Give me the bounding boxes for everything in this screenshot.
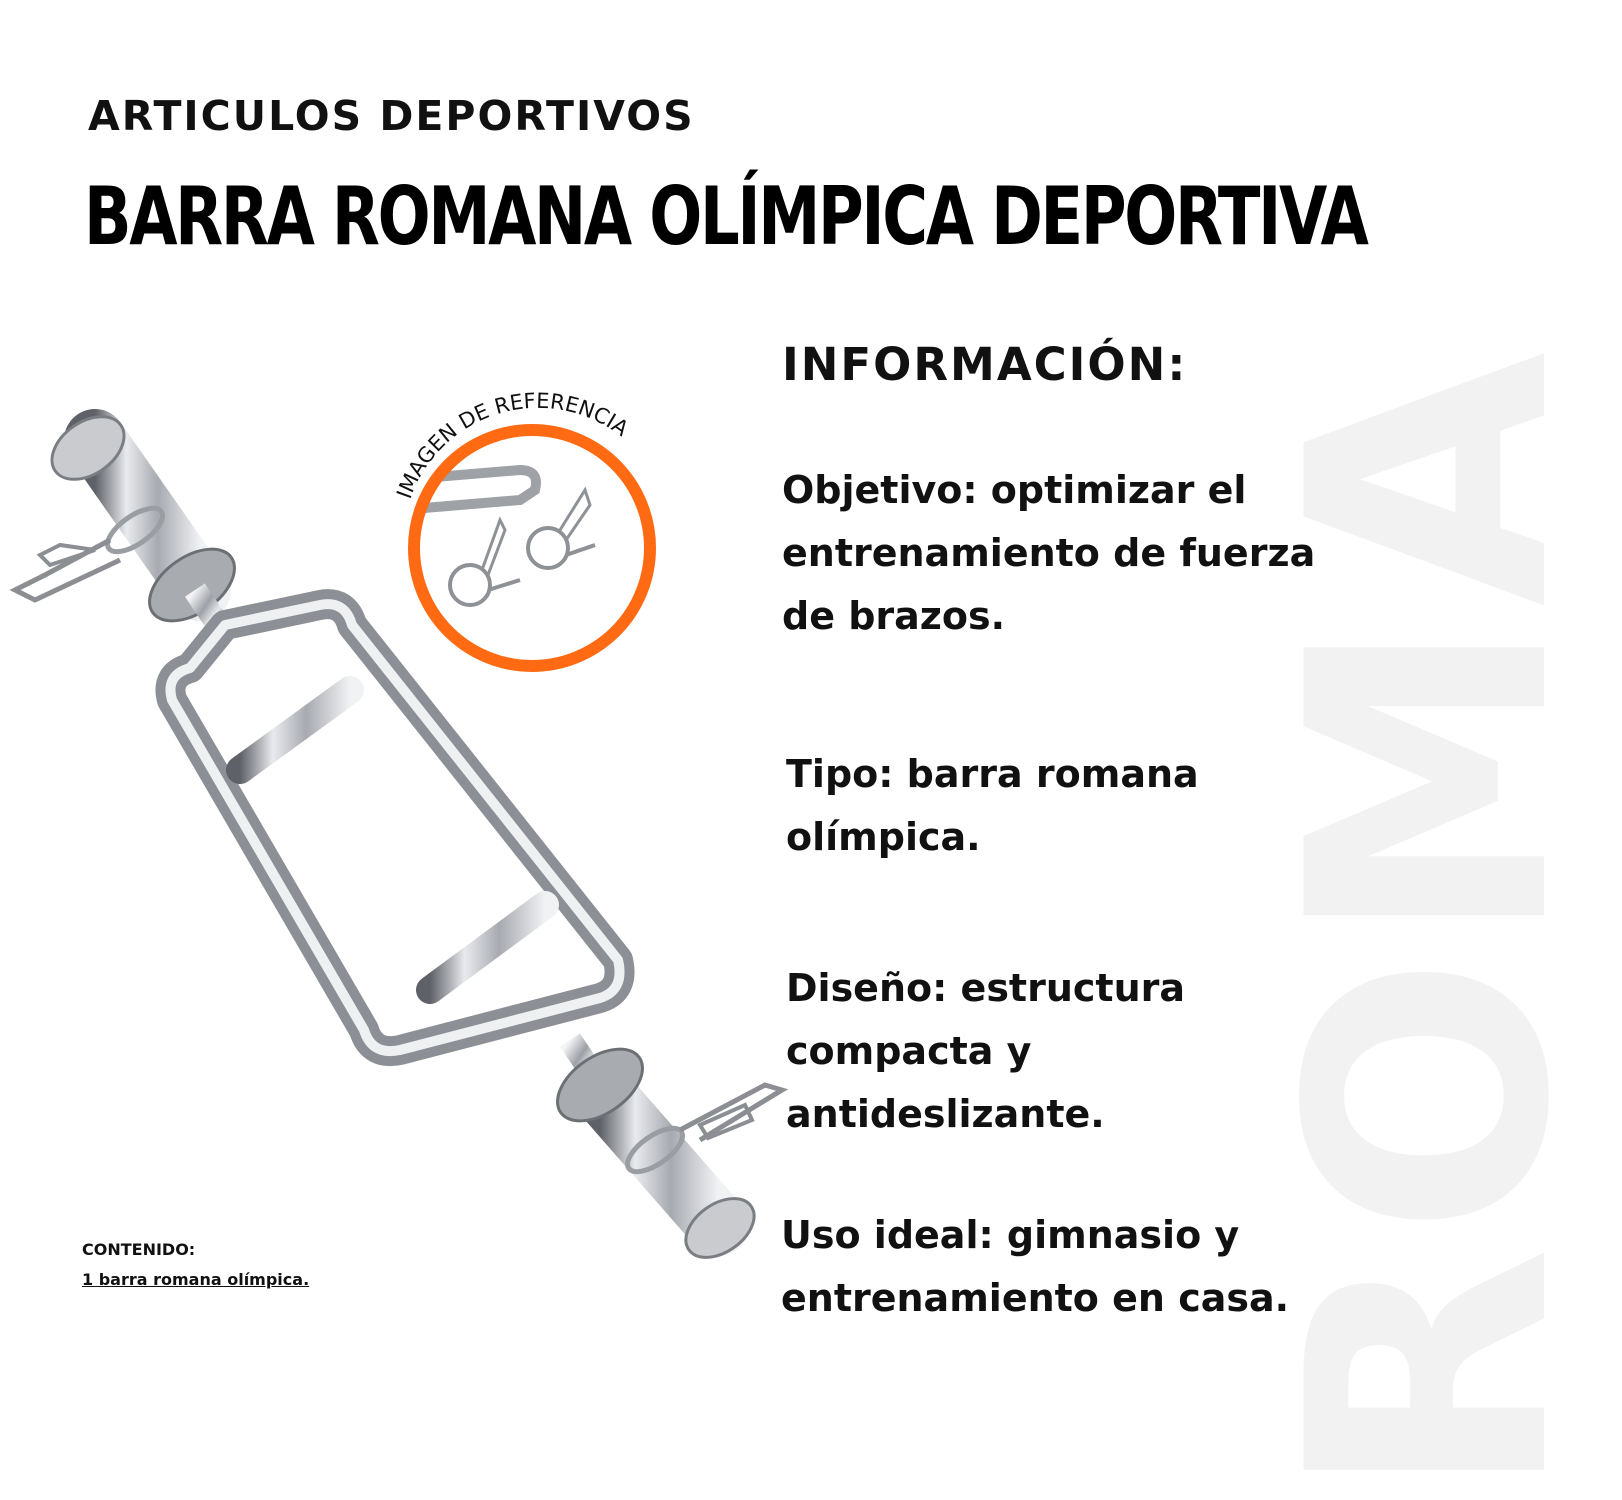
info-design: Diseño: estructura compacta y antideslizante. <box>786 966 1186 1136</box>
reference-badge <box>392 389 670 680</box>
product-title: BARRA ROMANA OLÍMPICA DEPORTIVA <box>84 170 1367 263</box>
lower-sleeve <box>545 1035 782 1270</box>
badge-caption: IMAGEN DE REFERENCIA <box>392 388 633 502</box>
category-kicker: ARTICULOS DEPORTIVOS <box>88 92 695 140</box>
info-heading: INFORMACIÓN: <box>782 338 1188 391</box>
upper-sleeve <box>15 404 247 636</box>
info-type: Tipo: barra romana olímpica. <box>786 752 1199 859</box>
watermark-text: ROMA <box>1238 341 1622 1500</box>
contents-label: CONTENIDO: <box>82 1240 196 1259</box>
contents-item: 1 barra romana olímpica. <box>82 1270 310 1289</box>
info-use: Uso ideal: gimnasio y entrenamiento en casa. <box>781 1213 1290 1320</box>
trap-bar-image <box>15 404 782 1270</box>
bar-frame <box>170 604 619 1051</box>
info-objective: Objetivo: optimizar el entrenamiento de fuerza de brazos. <box>782 468 1316 638</box>
